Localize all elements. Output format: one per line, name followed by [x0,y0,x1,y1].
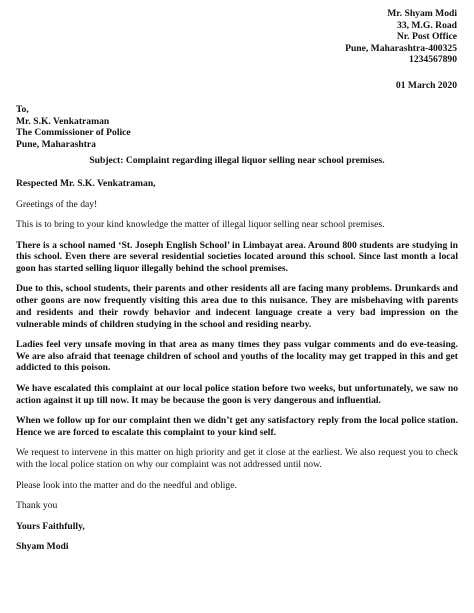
body-paragraph: Ladies feel very unsafe moving in that area as many times they pass vulgar comments and do eve-teasing. We are also afraid that teenage children of school and youths of the locality may get trapped in this and get addicted to this poison. [16,339,458,374]
letter-date: 01 March 2020 [395,80,457,91]
signature-name: Shyam Modi [16,541,69,553]
sender-address-line1: 33, M.G. Road [397,19,457,31]
sender-address-block [345,8,457,66]
sender-name: Mr. Shyam Modi [387,8,457,19]
body-paragraph: There is a school named ‘St. Joseph English School’ in Limbayat area. Around 800 students are studying in this school. Even there are several residential societies located around this school. Since last month a local goon has started selling liquor illegally behind the school premises. [16,239,458,274]
recipient-address-block [16,104,131,150]
sender-city-pin: Pune, Maharashtra-400325 [345,42,457,54]
body-paragraph: This is to bring to your kind knowledge the matter of illegal liquor selling near school premises. [16,219,385,230]
thanks-line: Thank you [16,500,58,512]
recipient-city: Pune, Maharashtra [16,138,96,150]
letter-subject: Subject: Complaint regarding illegal liquor selling near school premises. [89,155,385,166]
body-paragraph: We request to intervene in this matter on high priority and get it close at the earliest. We also request you to check with the local police station on why our complaint was not addressed until now. [16,447,458,471]
recipient-designation: The Commissioner of Police [16,127,131,138]
body-paragraph: When we follow up for our complaint then we didn’t get any satisfactory reply from the local police station. Hence we are forced to escalate this complaint to your kind self. [16,415,458,438]
body-paragraph: Due to this, school students, their parents and other residents all are facing many problems. Drunkards and other goons are now frequently visiting this area due to this nuisance. They are misbehaving with parents and residents and their rowdy behavior and indecent language create a very bad impression on the vulnerable minds of children studying in the school and residing nearby. [16,283,458,330]
sender-address-line2: Nr. Post Office [396,31,457,42]
salutation: Respected Mr. S.K. Venkatraman, [16,178,156,189]
recipient-name: Mr. S.K. Venkatraman [16,115,110,127]
body-paragraph: Please look into the matter and do the needful and oblige. [16,479,237,491]
sender-phone: 1234567890 [409,54,457,65]
letter-body [16,178,458,562]
closing-line: Yours Faithfully, [16,520,85,532]
recipient-to: To, [16,104,29,115]
body-paragraph: We have escalated this complaint at our local police station before two weeks, but unfortunately, we saw no action against it up till now. It may be because the goon is very dangerous and influential. [16,382,458,406]
greeting: Greetings of the day! [16,198,98,210]
